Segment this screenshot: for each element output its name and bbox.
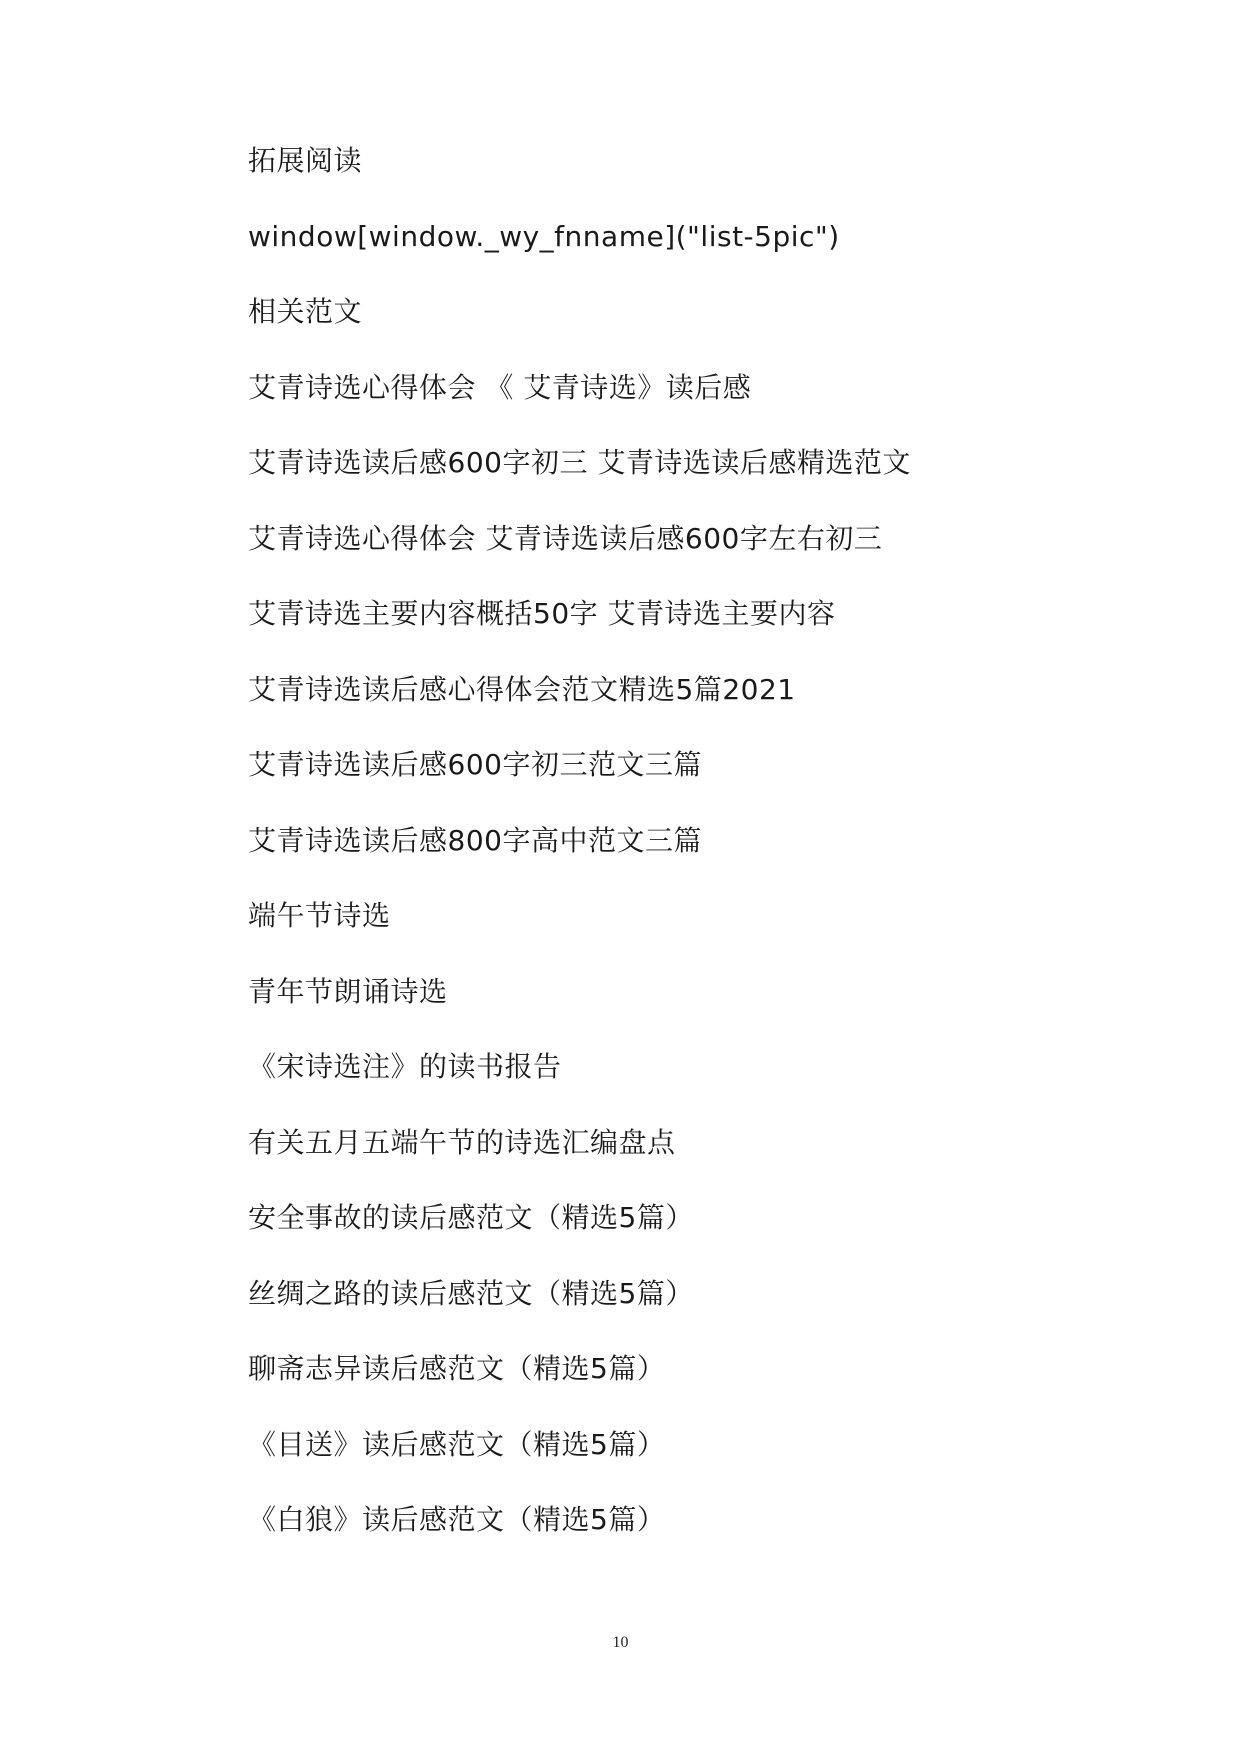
extended-reading-heading: 拓展阅读 — [248, 144, 363, 177]
related-item-13[interactable]: 丝绸之路的读后感范文（精选5篇） — [248, 1276, 694, 1310]
related-item-15[interactable]: 《目送》读后感范文（精选5篇） — [248, 1427, 666, 1461]
document-body — [248, 146, 1148, 1581]
related-item-7[interactable]: 艾青诗选读后感800字高中范文三篇 — [248, 823, 702, 857]
related-item-14[interactable]: 聊斋志异读后感范文（精选5篇） — [248, 1352, 666, 1385]
related-item-3[interactable]: 艾青诗选心得体会 艾青诗选读后感600字左右初三 — [248, 521, 883, 555]
related-essays-title: 相关范文 — [248, 295, 363, 328]
related-item-6[interactable]: 艾青诗选读后感600字初三范文三篇 — [248, 748, 702, 781]
related-item-9[interactable]: 青年节朗诵诗选 — [248, 974, 448, 1008]
related-item-12[interactable]: 安全事故的读后感范文（精选5篇） — [248, 1201, 694, 1234]
related-item-8[interactable]: 端午节诗选 — [248, 899, 391, 932]
related-item-1[interactable]: 艾青诗选心得体会 《 艾青诗选》读后感 — [248, 370, 752, 404]
related-item-5[interactable]: 艾青诗选读后感心得体会范文精选5篇2021 — [248, 672, 796, 706]
page-number: 10 — [612, 1634, 629, 1651]
related-item-11[interactable]: 有关五月五端午节的诗选汇编盘点 — [248, 1125, 676, 1159]
related-item-10[interactable]: 《宋诗选注》的读书报告 — [248, 1050, 562, 1083]
related-item-16[interactable]: 《白狼》读后感范文（精选5篇） — [248, 1503, 666, 1536]
related-item-4[interactable]: 艾青诗选主要内容概括50字 艾青诗选主要内容 — [248, 597, 836, 630]
script-code-line: window[window._wy_fnname]("list-5pic") — [248, 219, 840, 253]
related-item-2[interactable]: 艾青诗选读后感600字初三 艾青诗选读后感精选范文 — [248, 446, 911, 479]
